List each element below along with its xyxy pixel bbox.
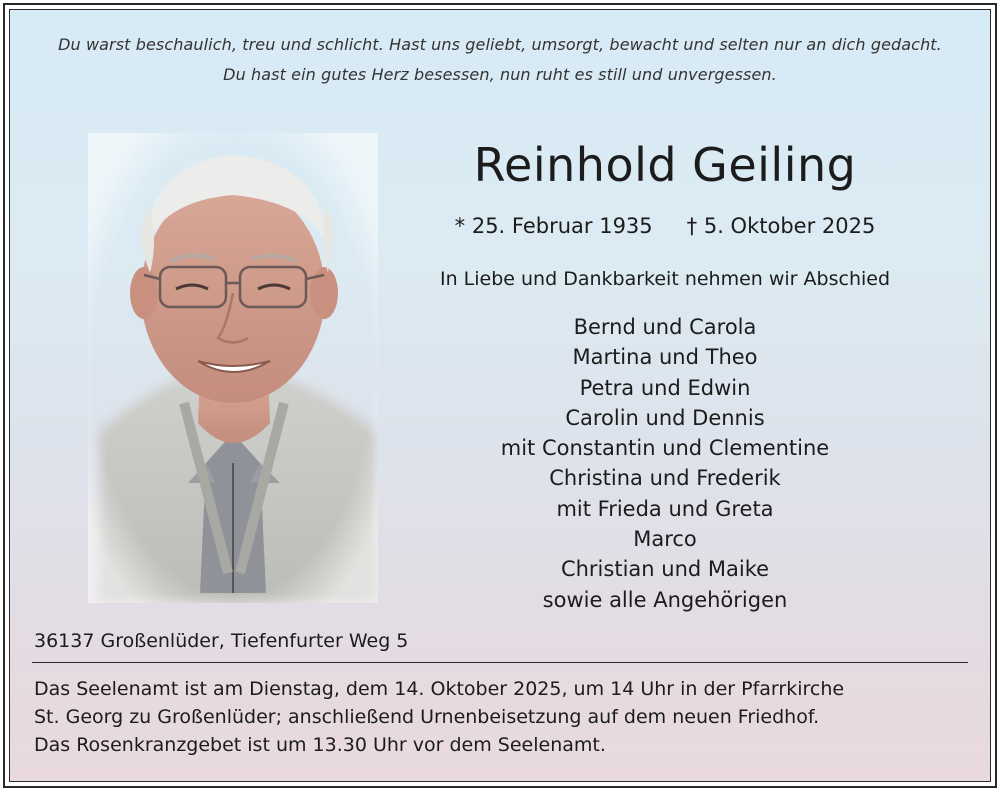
- mourner-line: mit Frieda und Greta: [556, 496, 774, 521]
- motto-line-1: Du warst beschaulich, treu und schlicht. Hast uns geliebt, umsorgt, bewacht und selten nur an dich gedacht.: [58, 35, 942, 54]
- service-line: Das Rosenkranzgebet ist um 13.30 Uhr vor dem Seelenamt.: [34, 734, 606, 756]
- divider-line: [32, 662, 968, 663]
- deceased-name: Reinhold Geiling: [473, 138, 857, 192]
- mourner-line: Bernd und Carola: [573, 315, 757, 339]
- portrait-photo: [88, 133, 378, 603]
- family-address: 36137 Großenlüder, Tiefenfurter Weg 5: [34, 630, 409, 652]
- service-details: [34, 675, 844, 759]
- mourner-line: Christian und Maike: [560, 557, 770, 582]
- farewell-intro: In Liebe und Dankbarkeit nehmen wir Abschied: [439, 268, 891, 290]
- mourner-line: Petra und Edwin: [579, 375, 751, 400]
- service-line: St. Georg zu Großenlüder; anschließend Urnenbeisetzung auf dem neuen Friedhof.: [34, 706, 820, 728]
- birth-date: * 25. Februar 1935: [454, 214, 653, 238]
- service-line: Das Seelenamt ist am Dienstag, dem 14. Oktober 2025, um 14 Uhr in der Pfarrkirche: [34, 678, 845, 700]
- motto-line-2: Du hast ein gutes Herz besessen, nun ruht es still und unvergessen.: [223, 65, 777, 84]
- mourner-line: Martina und Theo: [572, 345, 758, 370]
- mourner-line: sowie alle Angehörigen: [542, 587, 788, 612]
- life-dates: [410, 214, 920, 238]
- death-date: † 5. Oktober 2025: [686, 214, 876, 238]
- mourner-line: Christina und Frederik: [549, 466, 781, 491]
- inner-panel: [9, 9, 991, 782]
- mourner-line: Marco: [633, 527, 697, 552]
- mourners-list: [410, 312, 920, 615]
- mourner-line: mit Constantin und Clementine: [500, 436, 830, 461]
- mourner-line: Carolin und Dennis: [565, 405, 765, 430]
